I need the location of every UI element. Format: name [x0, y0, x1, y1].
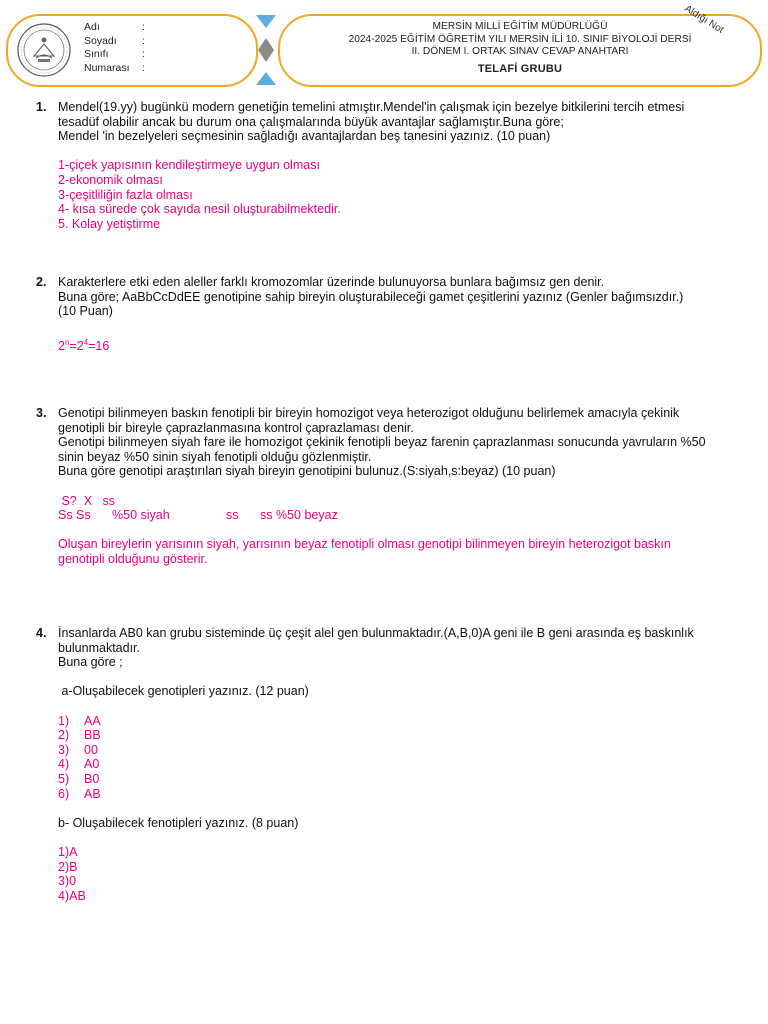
field-colon: : [142, 48, 145, 60]
formula-result: =16 [88, 338, 110, 353]
result-siyah: %50 siyah [112, 508, 170, 523]
formula-exponent: 4 [83, 337, 89, 347]
result-ss: ss [226, 508, 239, 523]
result-genotypes: Ss Ss [58, 508, 91, 523]
formula-base: 2 [58, 338, 65, 353]
question-line: Genotipi bilinmeyen baskın fenotipli bir bireyin homozigot veya heterozigot olduğunu belirlemek amacıyla çekinik [58, 406, 680, 420]
formula-mid: =2 [69, 338, 84, 353]
question-line: Mendel(19.yy) bugünkü modern genetiğin temelini atmıştır.Mendel'in çalışmak için bezelye bitkilerini tercih etmesi [58, 100, 685, 114]
question-line: Mendel 'in bezelyeleri seçmesinin sağladığı avantajlardan beş tanesini yazınız. (10 puan) [58, 129, 551, 144]
genotype-item [58, 728, 736, 743]
answer-block [58, 494, 736, 567]
question-number: 4. [36, 626, 47, 640]
item-number: 4) [58, 757, 70, 772]
formula-exponent: n [64, 337, 70, 347]
explanation-line: genotipli olduğunu gösterir. [58, 551, 208, 566]
field-colon: : [142, 34, 145, 47]
item-value: AB [84, 786, 101, 801]
phenotype-list [58, 845, 736, 903]
question-text [58, 275, 736, 319]
field-row [84, 21, 152, 35]
answer-line: 1-çiçek yapısının kendileştirmeye uygun olması [58, 158, 320, 173]
item-value: A0 [84, 757, 100, 772]
item-number: 3) [58, 742, 70, 757]
question-line: İnsanlarda AB0 kan grubu sisteminde üç çeşit alel gen bulunmaktadır.(A,B,0)A geni ile B geni arasında eş baskınlık [58, 626, 694, 640]
title-line-1: MERSİN MİLLİ EĞİTİM MÜDÜRLÜĞÜ [432, 21, 608, 32]
title-line-2: 2024-2025 EĞİTİM ÖĞRETİM YILI MERSİN İLİ 10. SINIF BİYOLOJİ DERSİ [348, 33, 692, 45]
question-text [58, 626, 736, 670]
question-line: bulunmaktadır. [58, 640, 140, 655]
answer-line: 4- kısa sürede çok sayıda nesil oluşturabilmektedir. [58, 202, 341, 217]
question-number: 3. [36, 406, 47, 420]
item-number: 6) [58, 786, 70, 801]
phenotype-item: 1)A [58, 844, 78, 859]
genotype-item [58, 757, 736, 772]
meb-logo-icon [16, 22, 72, 78]
exam-header [6, 14, 768, 85]
question-text [58, 406, 736, 479]
field-row [84, 35, 152, 49]
score-label: Aldığı Not [682, 3, 726, 36]
explanation-line: Oluşan bireylerin yarısının siyah, yarısının beyaz fenotipli olması genotipi bilinmeyen bireyin heterozigot baskın [58, 537, 671, 552]
field-colon: : [142, 61, 145, 74]
phenotype-item: 2)B [58, 859, 78, 874]
question-2 [36, 275, 736, 353]
field-row [84, 62, 152, 76]
item-value: 00 [84, 742, 98, 757]
question-line: Buna göre ; [58, 655, 123, 670]
item-value: AA [84, 713, 101, 728]
question-line: Genotipi bilinmeyen siyah fare ile homozigot çekinik fenotipli beyaz farenin çaprazlanması sonucunda yavruların %50 [58, 435, 706, 450]
answer-line: 3-çeşitliliğin fazla olması [58, 187, 193, 202]
question-line: Karakterlere etki eden aleller farklı kromozomlar üzerinde bulunuyorsa bunlara bağımsız gen denir. [58, 275, 605, 289]
genotype-item [58, 772, 736, 787]
phenotype-item: 4)AB [58, 888, 86, 903]
cross-line: S? X ss [58, 493, 115, 508]
title-line-3: II. DÖNEM I. ORTAK SINAV CEVAP ANAHTARI [411, 46, 629, 57]
cross-result [58, 508, 736, 523]
question-1 [36, 100, 736, 231]
field-label: Sınıfı [84, 48, 109, 60]
student-info-box [6, 14, 258, 87]
exam-title-box [278, 14, 762, 87]
field-row [84, 48, 152, 62]
question-line: (10 Puan) [58, 304, 113, 319]
answer-list [58, 158, 736, 231]
item-value: B0 [84, 771, 100, 786]
question-line: sinin beyaz %50 sinin siyah fenotipli olduğu gözlenmiştir. [58, 449, 372, 464]
exam-subtitle: TELAFİ GRUBU [477, 62, 563, 75]
genotype-item [58, 787, 736, 802]
genotype-item [58, 714, 736, 729]
answer-line: 5. Kolay yetiştirme [58, 216, 161, 231]
exam-title [280, 21, 760, 75]
genotype-list [58, 714, 736, 802]
item-number: 2) [58, 728, 70, 743]
question-line: Buna göre; AaBbCcDdEE genotipine sahip bireyin oluşturabileceği gamet çeşitlerini yazınız (Genler bağımsızdır.) [58, 289, 684, 304]
item-number: 1) [58, 713, 70, 728]
genotype-item [58, 743, 736, 758]
phenotype-item: 3)0 [58, 874, 77, 889]
result-beyaz: ss %50 beyaz [260, 508, 338, 523]
part-a-prompt: a-Oluşabilecek genotipleri yazınız. (12 puan) [58, 684, 309, 699]
student-fields [84, 21, 152, 75]
question-3 [36, 406, 736, 567]
item-number: 5) [58, 771, 70, 786]
field-label: Adı [84, 21, 100, 33]
question-4 [36, 626, 736, 903]
field-label: Soyadı [84, 34, 117, 47]
triangle-diamond-ornament-icon [252, 14, 280, 86]
answer-formula [58, 339, 736, 354]
field-colon: : [142, 21, 145, 33]
part-b-prompt: b- Oluşabilecek fenotipleri yazınız. (8 puan) [58, 815, 299, 830]
answer-line: 2-ekonomik olması [58, 172, 163, 187]
question-line: genotipli bir bireyle çaprazlanmasına kontrol çaprazlaması denir. [58, 420, 414, 435]
item-value: BB [84, 728, 101, 743]
field-label: Numarası [84, 61, 130, 74]
question-number: 1. [36, 100, 47, 114]
question-line: tesadüf olabilir ancak bu durum ona çalışmalarında büyük avantajlar sağlamıştır.Buna göre; [58, 114, 564, 129]
question-line: Buna göre genotipi araştırılan siyah bireyin genotipini bulunuz.(S:siyah,s:beyaz) (10 puan) [58, 464, 556, 479]
question-number: 2. [36, 275, 47, 289]
question-text [58, 100, 736, 144]
